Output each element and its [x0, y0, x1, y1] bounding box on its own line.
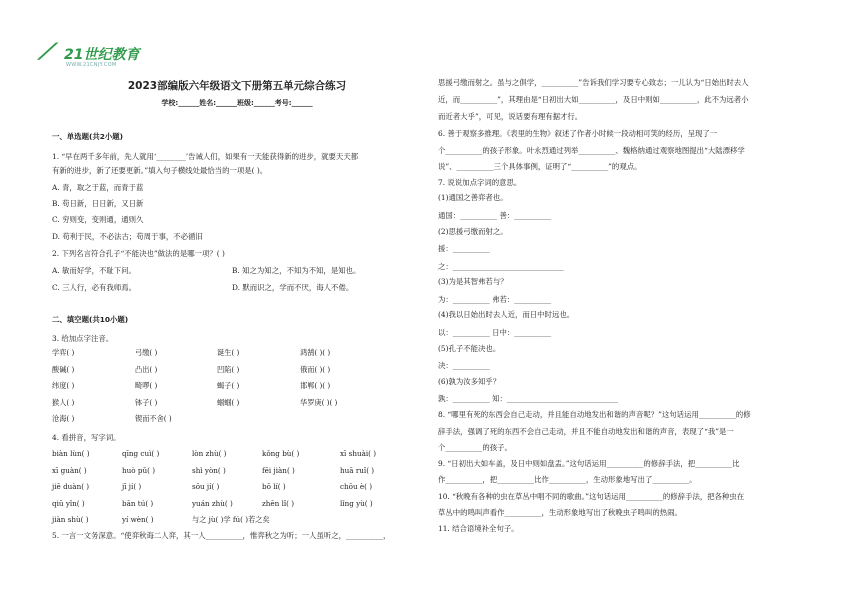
- question-6-cont2: 说”、__________三个具体事例，证明了“__________”的观点。: [438, 162, 642, 171]
- q7-item-6-answer: 孰：__________ 知：______________________________: [438, 394, 618, 403]
- q3-cell: 蝎子( ): [217, 381, 240, 390]
- q7-item-6: (6)孰为汝多知乎？: [438, 377, 501, 386]
- q3-cell: 锲而不舍( ): [135, 414, 172, 423]
- q1-option-d: D. 苟利于民，不必法古；苟周于事，不必循旧: [52, 232, 203, 241]
- q7-item-2-answer: 援：__________: [438, 244, 490, 253]
- q4-cell: jī jí( ): [122, 482, 142, 491]
- q3-cell: 纬度( ): [52, 381, 75, 390]
- runner-icon: ⟋: [38, 40, 54, 65]
- q4-cell: qiū yǐn( ): [52, 498, 85, 508]
- q7-item-3: (3)为是其智弗若与？: [438, 277, 508, 286]
- q7-item-5: (5)孔子不能决也。: [438, 344, 501, 353]
- q4-cell: qīng cuì( ): [122, 449, 160, 458]
- question-8-cont: 辞手法，强调了死的东西不会自己走动，并且不能自动地发出和谐的声音，表现了“我”是一: [438, 427, 734, 436]
- section-fill-blank: 二、填空题(共10小题): [52, 315, 129, 324]
- question-2: 2. 下列名言符合孔子“不能决也”做法的是哪一项？( ): [52, 249, 225, 258]
- q4-cell: xī shuài( ): [340, 449, 377, 458]
- q4-cell: yí wèn( ): [122, 515, 154, 524]
- q7-item-3-answer: 为：__________ 弗若：__________: [438, 295, 552, 304]
- q5-cont-1: 思援弓缴而射之。虽与之俱学，__________”告诉我们学习要专心致志；一儿认为“日始出时去人: [438, 78, 749, 87]
- q2-option-c: C. 三人行，必有我师焉。: [52, 283, 136, 292]
- q4-cell: chōu è( ): [340, 482, 373, 491]
- q2-option-a: A. 敏而好学，不耻下问。: [52, 266, 136, 275]
- q1-option-c: C. 穷则变，变则通，通则久: [52, 215, 144, 224]
- question-10: 10. “秋晚有各种的虫在草丛中唱不同的歌曲。”这句话运用__________的修辞手法，把各种虫在: [438, 492, 745, 501]
- q4-cell: huā ruǐ( ): [340, 465, 375, 475]
- student-info-line: 学校:______姓名:______班级:______考号:______: [161, 99, 313, 107]
- q3-cell: 鸿鹄( )( ): [300, 348, 331, 357]
- q4-cell: bō lí( ): [262, 482, 286, 491]
- q4-cell: lǐng yù( ): [340, 498, 373, 508]
- q7-item-2: (2)思援弓缴而射之。: [438, 227, 508, 236]
- question-8: 8. “哪里有死的东西会自己走动，并且能自动地发出和谐的声音呢？”这句话运用__________的修: [438, 410, 751, 419]
- question-4: 4. 看拼音，写字词。: [52, 433, 121, 442]
- question-1-cont: 有新的进步，新了还要更新。”填入句子横线处最恰当的一项是( )。: [52, 166, 268, 175]
- question-3: 3. 给加点字注音。: [52, 334, 114, 343]
- question-11: 11. 结合语境补全句子。: [438, 524, 519, 533]
- q4-cell: xī guàn( ): [52, 465, 87, 475]
- q3-cell: 蝈蝈( ): [217, 397, 240, 407]
- q4-cell: lòn zhù( ): [192, 449, 227, 458]
- question-9-cont: 作__________，把__________比作__________，生动形象地写出了__________。: [438, 475, 697, 484]
- q4-cell: zhēn lǐ( ): [262, 498, 295, 508]
- q4-cell: jiē duàn( ): [52, 482, 90, 491]
- q4-cell: 与之 jù( )学 fú( )若之矣: [192, 515, 270, 524]
- q3-cell: 畸啰( ): [135, 381, 158, 390]
- q5-cont-3: 而近者大乎”，可见，说话要有理有据才行。: [438, 112, 583, 121]
- q1-option-a: A. 青，取之于蓝，而青于蓝: [52, 183, 144, 192]
- question-10-cont: 草丛中的鸣叫声看作__________，生动形象地写出了秋晚虫子鸣叫的热闹。: [438, 508, 682, 517]
- q3-cell: 诞生( ): [217, 348, 240, 357]
- q3-cell: 华罗庚( )( ): [300, 397, 338, 407]
- q3-cell: 邯郸( )( ): [300, 381, 331, 390]
- q3-cell: 俄而( )( ): [300, 364, 331, 374]
- q3-cell: 凸出( ): [135, 364, 158, 374]
- logo: [38, 38, 148, 70]
- q4-cell: kǒng bù( ): [262, 449, 300, 458]
- q4-cell: jiàn shù( ): [52, 515, 89, 524]
- q3-cell: 凹陷( ): [217, 364, 240, 374]
- question-9: 9. “日初出大如车盖，及日中则如盘盂。”这句话运用__________的修辞手法，把__________比: [438, 459, 740, 468]
- question-7: 7. 说说加点字词的意思。: [438, 178, 522, 187]
- section-single-choice: 一、单选题(共2小题): [52, 132, 124, 141]
- q4-cell: sōu jí( ): [192, 482, 220, 491]
- q4-cell: fēi jiàn( ): [262, 465, 295, 475]
- q7-item-2-answer2: 之：______________________________: [438, 262, 564, 271]
- q2-option-b: B. 知之为知之，不知为不知，是知也。: [232, 266, 361, 275]
- q2-option-d: D. 默而识之，学而不厌，诲人不倦。: [232, 283, 354, 292]
- q3-cell: 酸碱( ): [52, 364, 75, 374]
- q3-cell: 弓缴( ): [135, 348, 158, 357]
- q4-cell: biàn lùn( ): [52, 449, 90, 458]
- q3-cell: 沧海( ): [52, 414, 75, 423]
- q4-cell: yuán zhù( ): [192, 498, 233, 508]
- q7-item-5-answer: 决：__________: [438, 361, 490, 370]
- question-8-cont2: 个__________的孩子。: [438, 443, 512, 452]
- logo-brand: 21世纪教育: [64, 47, 140, 63]
- q3-cell: 钵子( ): [135, 397, 158, 407]
- q4-cell: shì yòn( ): [192, 465, 226, 475]
- q3-cell: 学弈( ): [52, 348, 75, 357]
- logo-url: WWW.21CNJY.COM: [66, 62, 117, 68]
- q7-item-1: (1)通国之善弈者也。: [438, 193, 508, 202]
- q7-item-4: (4)我以日始出时去人近，而日中时远也。: [438, 310, 575, 319]
- q1-option-b: B. 苟日新，日日新，又日新: [52, 199, 144, 208]
- page-title: 2023部编版六年级语文下册第五单元综合练习: [127, 80, 347, 92]
- q3-cell: 猴人( ): [52, 397, 75, 407]
- q7-item-1-answer: 通国：__________ 善：__________: [438, 211, 552, 220]
- q4-cell: bān tú( ): [122, 498, 154, 508]
- q4-cell: huò pǔ( ): [122, 465, 155, 475]
- question-1: 1. “早在两千多年前，先人就用‘________’告诫人们，如果有一天能获得新的进步，就要天天都: [52, 152, 359, 161]
- q7-item-4-answer: 以：__________ 日中：__________: [438, 328, 552, 337]
- question-6-cont: 个__________的孩子形象。叶永烈通过列举__________、魏格纳通过观察地图提出“大陆漂移学: [438, 146, 745, 155]
- question-5: 5. 一言一文务深意。“使弈秋诲二人弈，其一人__________，惟弈秋之为听；一人虽听之，__________，: [52, 531, 391, 540]
- question-6: 6. 善于观察多推理。《表里的生物》叙述了作者小时候一段动相可笑的经历，呈现了一: [438, 129, 718, 138]
- q5-cont-2: 近，而__________”，其理由是“日初出大如__________，及日中则如__________，此不为远者小: [438, 95, 749, 104]
